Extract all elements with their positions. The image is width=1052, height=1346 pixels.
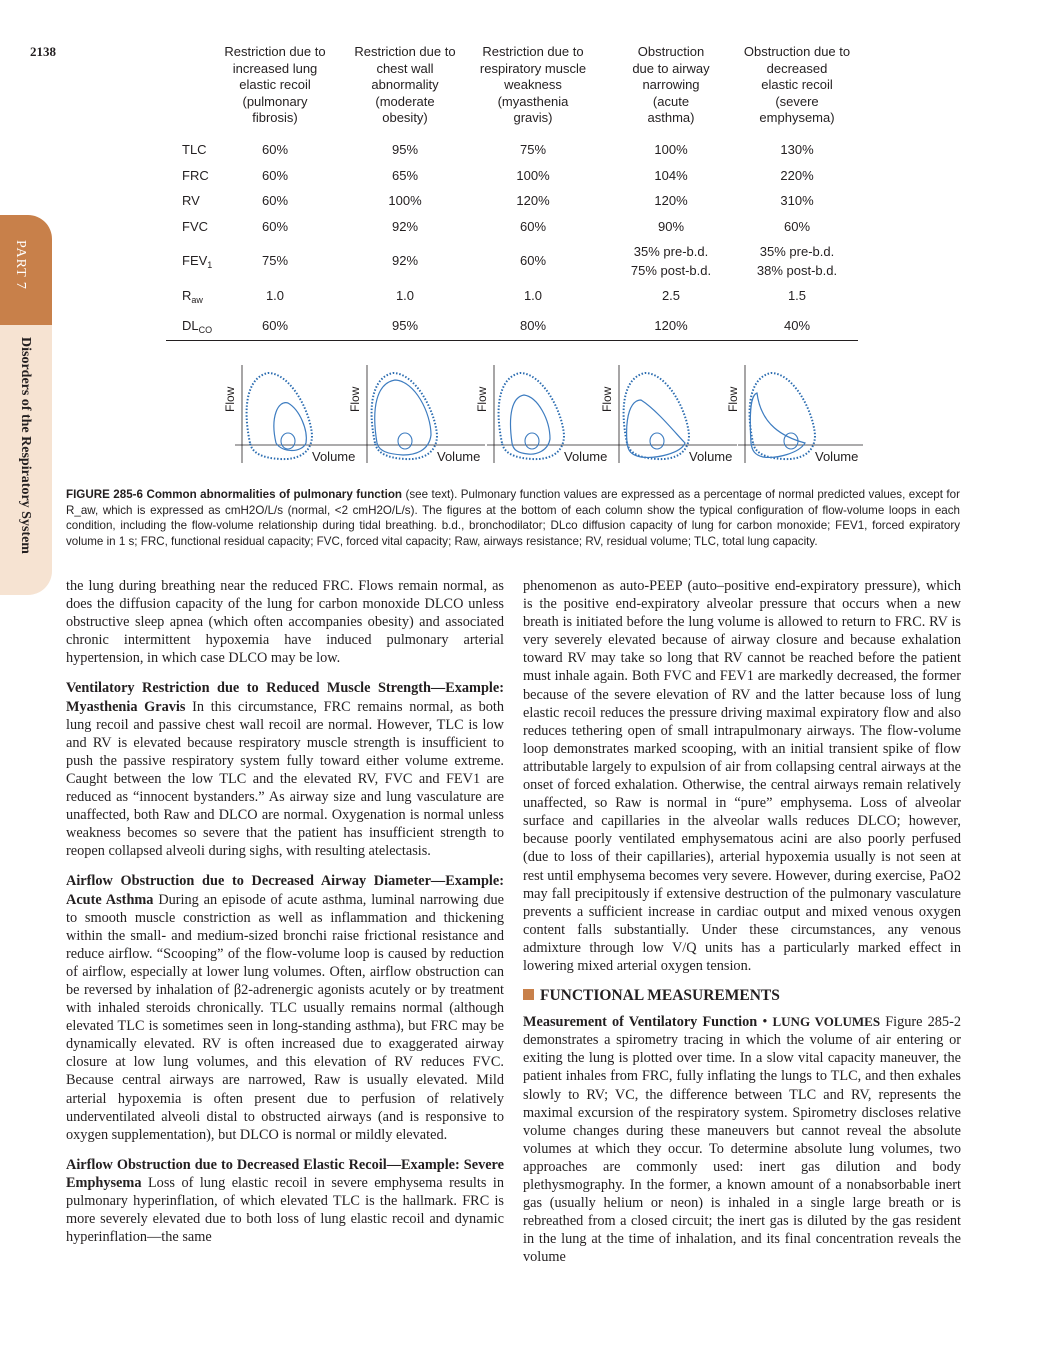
flow-volume-loops — [160, 355, 880, 470]
table-cell: 60% — [519, 219, 547, 234]
normal-loop — [750, 373, 815, 459]
side-tab — [0, 215, 52, 595]
column-header-line: due to airway — [632, 60, 710, 76]
condition-loop — [750, 393, 805, 457]
table-cell: 120% — [654, 193, 688, 208]
table-cell: 130% — [780, 142, 814, 157]
x-axis-label: Volume — [437, 449, 481, 464]
paragraph-heading: Ventilatory Restriction due to Reduced Muscle Strength—Example: Myasthenia Gravis — [66, 680, 504, 715]
table-cell: 60% — [261, 168, 289, 183]
column-header-line: Restriction due to — [224, 44, 326, 59]
row-label — [182, 313, 212, 339]
part-tab — [0, 215, 52, 325]
table-row — [166, 244, 858, 278]
tidal-loop — [398, 433, 412, 449]
condition-loop — [274, 403, 306, 451]
column-header-line: elastic recoil — [239, 77, 311, 92]
x-axis-label: Volume — [564, 449, 608, 464]
table-row — [166, 313, 858, 339]
y-axis-label: Flow — [223, 386, 237, 412]
body-paragraph — [66, 577, 504, 667]
section-paragraph — [523, 1013, 961, 1266]
column-header-line: abnormality — [371, 77, 439, 92]
y-axis-label: Flow — [475, 386, 489, 412]
column-header-line: (severe — [775, 93, 819, 109]
table-bottom-rule — [166, 340, 858, 341]
table-cell: 2.5 — [661, 288, 681, 303]
paragraph-text: phenomenon as auto-PEEP (auto–positive end-expiratory pressure), which is the positive end-expiratory alveolar pressure that occurs when a new breath is initiated before the lung volume is allowed to return to FRC. RV is very severely elevated because of airway closure and because exhalation toward RV may take so long that RV cannot be reached before the patient must inhale again. Both FVC and FEV1 are markedly decreased, the former because of the severe elevation of RV and the latter because loss of lung elastic recoil reduces the pressure driving maximal expiratory flow and also reduces tethering open of small intrapulmonary airways. The flow-volume loop demonstrates marked scooping, with an initial transient spike of flow attributable largely to expulsion of air from collapsing central airways at the onset of forced exhalation. Otherwise, the central airways remain relatively unaffected, so Raw is normal in “pure” emphysema. Loss of alveolar surface and capillaries in the alveolar walls reduces DLCO; however, because poorly ventilated emphysematous acini are also poorly perfused (due to loss of their capillaries), arterial hypoxemia usually is not seen at rest until emphysema becomes very severe. However, during exercise, PaO2 may fall precipitously if extensive destruction of the pulmonary vasculature prevents a sufficient increase in cardiac output and mixed venous oxygen content falls substantially. Under these circumstances, any venous admixture through low V/Q units has a particularly marked effect in lowering mixed arterial oxygen tension. — [523, 578, 961, 974]
row-label-main: FVC — [182, 219, 208, 234]
row-label-sub: CO — [198, 325, 213, 335]
table-cell: 80% — [519, 318, 547, 333]
body-column-right — [523, 577, 961, 1278]
table-cell: 60% — [261, 193, 289, 208]
column-header-line: Restriction due to — [354, 44, 456, 59]
table-row — [166, 188, 858, 214]
table-cell: 60% — [783, 219, 811, 234]
table-cell: 220% — [780, 168, 814, 183]
column-header-line: fibrosis) — [252, 110, 298, 125]
column-header-1 — [210, 44, 340, 127]
table-cell: 120% — [654, 318, 688, 333]
paragraph-heading: Airflow Obstruction due to Decreased Airway Diameter—Example: Acute Asthma — [66, 873, 504, 908]
paragraph-text: During an episode of acute asthma, luminal narrowing due to smooth muscle constriction as well as inflammation and thickening within the small- and medium-sized bronchi raise frictional resistance and reduce airflow. “Scooping” of the flow-volume loop is caused by reduction of airflow, especially at lower lung volumes. Often, airflow obstruction can be reversed by inhalation of β2-adrenergic agonists acutely or by treatment with inhaled steroids chronically. TLC usually remains normal (although elevated TLC is sometimes seen in long-standing asthma), but FRC may be dynamically elevated. RV is often increased due to exaggerated airway closure at low lung volumes, and this elevation of RV reduces FVC. Because central airways are narrowed, Raw is usually elevated. Mild arterial hypoxemia is often present due to perfusion of relatively underventilated alveoli distal to obstructed airways (and is responsive to oxygen supplementation), but DLCO is normal or mildly elevated. — [66, 891, 504, 1143]
table-cell: 60% — [519, 253, 547, 268]
row-label-sub: aw — [191, 295, 203, 305]
section-heading — [523, 987, 961, 1005]
table-cell: 75% — [519, 142, 547, 157]
body-paragraph — [66, 1156, 504, 1246]
figure-caption — [66, 487, 960, 549]
y-axis-label: Flow — [726, 386, 740, 412]
table-cell: 1.0 — [395, 288, 415, 303]
row-label-main: RV — [182, 193, 200, 208]
row-label — [182, 248, 212, 274]
paragraph-text: the lung during breathing near the reduced FRC. Flows remain normal, as does the diffusion capacity of the lung for carbon monoxide DLCO unless obstructive sleep apnea (which often accompanies obesity) and associated chronic intermittent hypoxemia have induced pulmonary arterial hypertension, in which case DLCO may be low. — [66, 578, 504, 667]
column-header-2 — [340, 44, 470, 127]
row-label — [182, 214, 208, 240]
body-paragraph — [66, 679, 504, 860]
table-cell: 100% — [516, 168, 550, 183]
body-paragraph — [66, 872, 504, 1143]
table-cell: 104% — [654, 168, 688, 183]
x-axis-label: Volume — [815, 449, 859, 464]
table-row — [166, 283, 858, 309]
column-header-line: increased lung — [232, 60, 318, 76]
figure-label: FIGURE 285-6 — [66, 488, 143, 501]
row-label — [182, 137, 207, 163]
row-label — [182, 283, 203, 309]
y-axis-label: Flow — [600, 386, 614, 412]
tidal-loop — [784, 433, 798, 449]
row-label-main: TLC — [182, 142, 207, 157]
column-header-line: (myasthenia — [497, 93, 569, 109]
table-cell: 92% — [391, 219, 419, 234]
tidal-loop — [525, 433, 539, 449]
body-column-left — [66, 577, 504, 1258]
column-header-line: narrowing — [642, 77, 700, 92]
column-header-line: decreased — [766, 60, 828, 76]
column-header-line: (pulmonary — [242, 93, 308, 109]
x-axis-label: Volume — [689, 449, 733, 464]
chapter-label: Disorders of the Respiratory System — [18, 337, 33, 554]
row-label-main: FEV — [182, 253, 208, 268]
table-cell: 1.0 — [265, 288, 285, 303]
paragraph-heading: Airflow Obstruction due to Decreased Elastic Recoil—Example: Severe Emphysema — [66, 1156, 504, 1191]
column-header-line: Obstruction due to — [743, 44, 851, 59]
normal-loop — [499, 373, 564, 459]
table-cell: 60% — [261, 219, 289, 234]
table-cell: 1.0 — [523, 288, 543, 303]
column-header-line: elastic recoil — [761, 77, 833, 92]
column-header-line: weakness — [504, 77, 562, 92]
section-square-icon — [523, 989, 534, 1000]
section-text: Figure 285-2 demonstrates a spirometry tracing in which the volume of air entering or exiting the lung is plotted over time. In a slow vital capacity maneuver, the patient inhales from FRC, fully inflating the lungs to TLC, and then exhales slowly to RV; VC, the difference between TLC and RV, represents the maximal excursion of the respiratory system. Spirometry discloses relative volume changes during these maneuvers but cannot reveal the absolute volumes at which they occur. To determine absolute lung volumes, two approaches are commonly used: inert gas dilution and body plethysmography. In the former, a known amount of a nonabsorbable inert gas (usually helium or neon) is inhaled in a single large breath or is rebreathed from a closed circuit; the inert gas is diluted by the gas resident in the lung at the time of inhalation, and its final concentration reveals the volume — [523, 1014, 961, 1266]
column-header-line: chest wall — [376, 60, 434, 76]
sub-heading: Measurement of Ventilatory Function — [523, 1014, 758, 1031]
table-cell: 310% — [780, 193, 814, 208]
y-axis-label: Flow — [348, 386, 362, 412]
column-header-line: (acute — [652, 93, 690, 109]
column-header-line: respiratory muscle — [479, 60, 587, 76]
table-cell: 90% — [657, 219, 685, 234]
column-header-3 — [468, 44, 598, 127]
column-header-line: gravis) — [513, 110, 553, 125]
column-header-line: Obstruction — [637, 44, 705, 59]
table-cell: 60% — [261, 318, 289, 333]
table-cell: 95% — [391, 318, 419, 333]
column-header-4 — [606, 44, 736, 127]
table-cell: 92% — [391, 253, 419, 268]
column-header-5 — [732, 44, 862, 127]
column-header-line: emphysema) — [759, 110, 835, 125]
table-cell: 40% — [783, 318, 811, 333]
body-paragraph — [523, 577, 961, 975]
condition-loop — [375, 380, 431, 455]
normal-loop — [624, 373, 689, 459]
sub-heading-bullet: • — [762, 1014, 768, 1031]
sub-heading-tag: LUNG VOLUMES — [772, 1014, 881, 1030]
figure-caption-text: (see text). Pulmonary function values are expressed as a percentage of normal predicted values, except for R_aw, which is expressed as cmH2O/L/s (normal, <2 cmH2O/L/s). The figures at the bottom of each column show the typical configuration of flow-volume loops in each condition, including the flow-volume relationship during tidal breathing. b.d., bronchodilator; DLco diffusion capacity of lung for carbon monoxide; FEV1, forced expiratory volume in 1 s; FRC, functional residual capacity; FVC, forced vital capacity; Raw, airways resistance; RV, residual volume; TLC, total lung capacity. — [66, 488, 960, 548]
column-header-line: obesity) — [382, 110, 428, 125]
table-cell: 75% — [261, 253, 289, 268]
tidal-loop — [650, 433, 664, 449]
row-label-main: DL — [182, 318, 199, 333]
table-cell: 65% — [391, 168, 419, 183]
row-label-main: FRC — [182, 168, 209, 183]
column-header-line: asthma) — [647, 110, 695, 125]
row-label-sub: 1 — [207, 260, 213, 270]
page-number: 2138 — [30, 44, 56, 59]
row-label — [182, 188, 200, 214]
table-row — [166, 214, 858, 240]
table-cell: 35% pre-b.d. 75% post-b.d. — [630, 244, 712, 278]
table-cell: 35% pre-b.d. 38% post-b.d. — [756, 244, 838, 278]
table-cell: 95% — [391, 142, 419, 157]
table-cell: 100% — [388, 193, 422, 208]
x-axis-label: Volume — [312, 449, 356, 464]
column-header-line: (moderate — [375, 93, 435, 109]
chapter-strip — [0, 325, 52, 595]
table-cell: 120% — [516, 193, 550, 208]
table-cell: 60% — [261, 142, 289, 157]
row-label-main: R — [182, 288, 192, 303]
part-label: PART 7 — [13, 240, 28, 290]
right-paragraphs — [523, 577, 961, 975]
table-cell: 100% — [654, 142, 688, 157]
paragraph-text: In this circumstance, FRC remains normal, as both lung recoil and passive chest wall recoil are normal. However, TLC is low and RV is elevated because respiratory muscle strength is insufficient to push the passive respiratory system fully toward either volume extreme. Caught between the low TLC and the elevated RV, FVC and FEV1 are reduced as “innocent bystanders.” As airway size and lung vasculature are unaffected, both Raw and DLCO are normal. Oxygenation is normal unless weakness becomes so severe that the patient has insufficient strength to reopen collapsed alveoli during sighs, with resulting atelectasis. — [66, 698, 504, 860]
table-row — [166, 163, 858, 189]
column-header-line: Restriction due to — [482, 44, 584, 59]
row-label — [182, 163, 209, 189]
paragraph-text: Loss of lung elastic recoil in severe emphysema results in pulmonary hyperinflation, of which elevated TLC is the hallmark. FRC is more severely elevated due to both loss of lung elastic recoil and dynamic hyperinflation—the same — [66, 1174, 504, 1246]
section-heading-text: FUNCTIONAL MEASUREMENTS — [540, 987, 780, 1005]
table-cell: 1.5 — [787, 288, 807, 303]
tidal-loop — [281, 433, 295, 449]
table-row — [166, 137, 858, 163]
figure-title: Common abnormalities of pulmonary function — [146, 488, 402, 501]
table-header — [166, 44, 858, 134]
